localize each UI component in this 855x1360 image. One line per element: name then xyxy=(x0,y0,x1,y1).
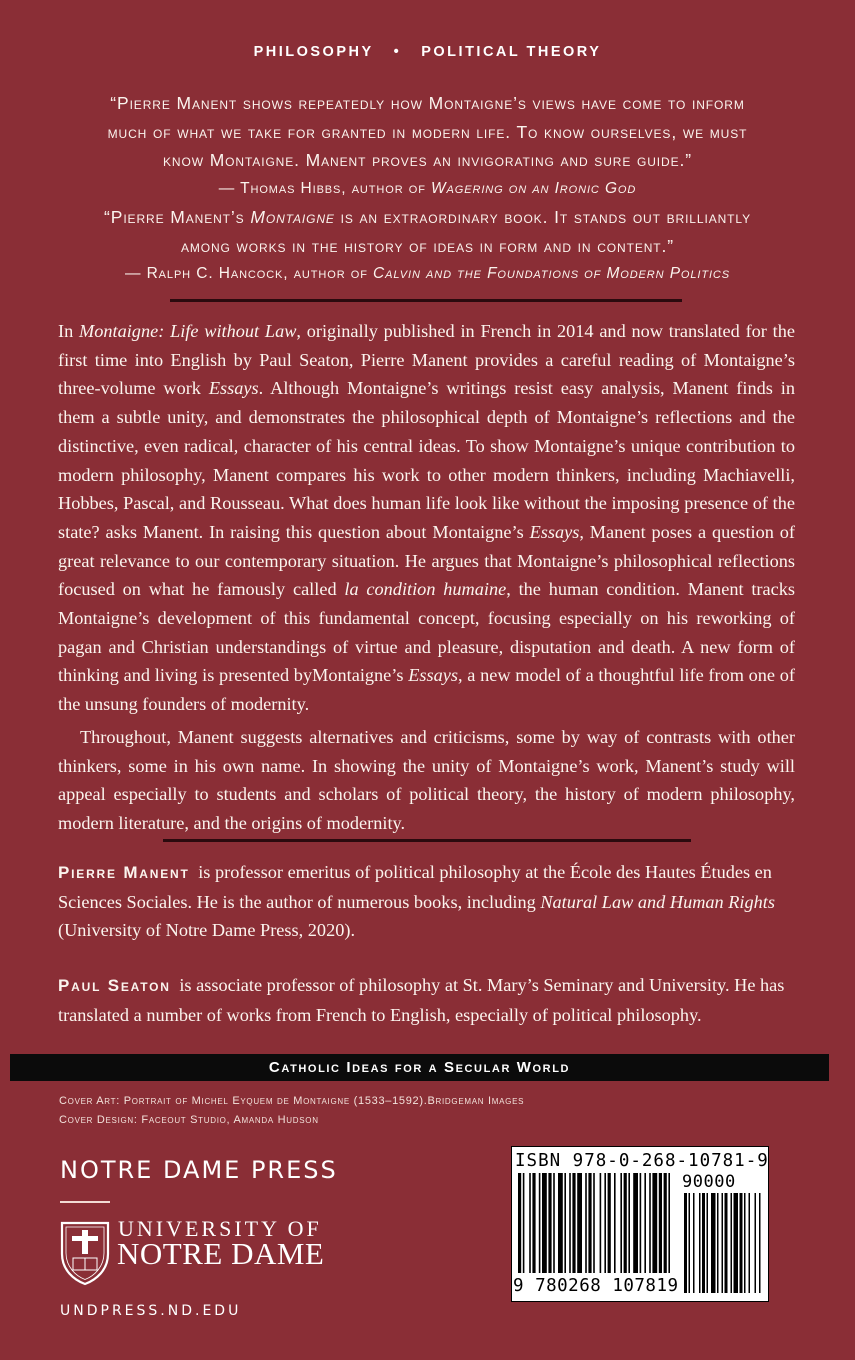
essays-title: Essays xyxy=(408,665,458,686)
barcode-addon-bar xyxy=(740,1193,743,1293)
barcode-bar xyxy=(569,1173,571,1273)
barcode-addon-bar xyxy=(759,1193,761,1293)
barcode-bar xyxy=(608,1173,611,1273)
barcode-bar xyxy=(604,1173,606,1273)
barcode-bar xyxy=(624,1173,627,1273)
blurb-quote-line: know Montaigne. Manent proves an invigorating and sure guide.” xyxy=(163,150,692,170)
translator-name: Paul Seaton xyxy=(58,976,171,995)
press-divider xyxy=(60,1201,110,1203)
barcode-bar xyxy=(572,1173,575,1273)
barcode-bar xyxy=(640,1173,642,1273)
text-run: , Manent poses a question of great relevance to our contemporary situation. He argues that Montaigne’s philosophical reflections focused on what he famously called xyxy=(58,521,795,600)
barcode-addon-bar xyxy=(717,1193,719,1293)
blurb-hancock xyxy=(50,203,805,289)
barcode-addon-bar xyxy=(744,1193,746,1293)
cover-art-credit: Cover Art: Portrait of Michel Eyquem de Montaigne (1533–1592).Bridgeman Images xyxy=(59,1095,525,1107)
blurb-quote-line: among works in the history of ideas in form and in content.” xyxy=(180,235,675,256)
barcode-addon-bar xyxy=(702,1193,705,1293)
quote-part: “Pierre Manent’s xyxy=(104,207,251,227)
barcode-bar xyxy=(542,1173,547,1273)
book-description xyxy=(58,317,795,838)
essays-title: Essays xyxy=(208,378,259,399)
bio-text: is associate professor of philosophy at St. Mary’s Seminary and University. He has translated a number of works from French to English, especially of political philosophy. xyxy=(58,975,785,1025)
essays-title: Essays xyxy=(529,521,580,542)
bio-text: is professor emeritus of political philosophy at the École des Hautes Études en Sciences Sociales. He is the author of numerous books, including xyxy=(58,862,772,912)
barcode-addon-bar xyxy=(684,1193,687,1293)
barcode-bar xyxy=(585,1173,587,1273)
barcode-bar xyxy=(659,1173,662,1273)
barcode-bar xyxy=(523,1173,525,1273)
barcode-addon: 90000 xyxy=(682,1172,736,1192)
author-name: Pierre Manent xyxy=(58,863,190,882)
barcode-addon-bar xyxy=(699,1193,701,1293)
barcode-bar xyxy=(577,1173,582,1273)
barcode-addon-bar xyxy=(693,1193,695,1293)
blurb-hibbs xyxy=(50,89,805,203)
press-url: UNDPRESS.ND.EDU xyxy=(60,1303,242,1319)
blurb-quote-line: “Pierre Manent shows repeatedly how Montaigne’s views have come to inform xyxy=(110,93,745,113)
barcode-bar xyxy=(532,1173,535,1273)
press-name: NOTRE DAME PRESS xyxy=(60,1156,338,1184)
attribution-title: Wagering on an Ironic God xyxy=(431,179,637,197)
barcode-bar xyxy=(558,1173,563,1273)
barcode-bar xyxy=(628,1173,630,1273)
barcode-bar xyxy=(620,1173,622,1273)
barcode-addon-bar xyxy=(722,1193,724,1293)
barcode-bar xyxy=(539,1173,541,1273)
barcode-addon-bar xyxy=(707,1193,709,1293)
text-run: , the human condition. Manent tracks Montaigne’s development of this fundamental concept, focusing especially on his reworking of pagan and Christian understandings of virtue and pleasure, disputation and death. A new form of thinking and living is presented byMontaigne’s xyxy=(58,579,795,686)
barcode-bar xyxy=(652,1173,657,1273)
attribution-prefix: — Thomas Hibbs, author of xyxy=(218,179,432,197)
book-title: Montaigne: Life without Law xyxy=(79,321,297,341)
author-bio xyxy=(58,858,798,945)
attribution-title: Calvin and the Foundations of Modern Politics xyxy=(373,265,731,282)
isbn-number: ISBN 978-0-268-10781-9 xyxy=(515,1151,769,1171)
category-political-theory: POLITICAL THEORY xyxy=(421,44,602,60)
barcode-bar xyxy=(649,1173,651,1273)
series-bar: Catholic Ideas for a Secular World xyxy=(10,1054,829,1081)
barcode-bar xyxy=(518,1173,521,1273)
barcode-addon-bar xyxy=(689,1193,691,1293)
barcode-bar xyxy=(593,1173,595,1273)
barcode-bar xyxy=(633,1173,638,1273)
barcode-bar xyxy=(614,1173,616,1273)
quote-part: is an extraordinary book. It stands out brilliantly xyxy=(334,207,751,227)
blurb-attribution xyxy=(50,175,805,204)
text-run: In xyxy=(58,321,79,341)
bio-book-title: Natural Law and Human Rights xyxy=(540,891,775,912)
barcode-addon-bar xyxy=(755,1193,757,1293)
barcode-addon-bar xyxy=(731,1193,733,1293)
translator-bio xyxy=(58,971,798,1029)
barcode-bar xyxy=(600,1173,602,1273)
divider-rule xyxy=(163,839,691,842)
description-paragraph xyxy=(58,317,795,719)
text-run: , a new model of a thoughtful life from one of the unsung founders of modernity. xyxy=(58,665,795,715)
barcode-bar xyxy=(668,1173,670,1273)
barcode-bar xyxy=(553,1173,555,1273)
university-name: NOTRE DAME xyxy=(117,1236,325,1271)
barcode-bar xyxy=(564,1173,566,1273)
divider-rule xyxy=(170,299,682,302)
category-separator: • xyxy=(393,44,402,60)
attribution-prefix: — Ralph C. Hancock, author of xyxy=(124,265,374,282)
notre-dame-shield-icon xyxy=(59,1220,111,1286)
blurb-quote-line xyxy=(50,203,805,232)
barcode-ean: 9 780268 107819 xyxy=(513,1276,679,1296)
condition-phrase: la condition humaine xyxy=(344,579,507,600)
barcode-addon-bar xyxy=(725,1193,728,1293)
barcode-bar xyxy=(664,1173,667,1273)
cover-design-credit: Cover Design: Faceout Studio, Amanda Hudson xyxy=(59,1114,319,1126)
description-paragraph: Throughout, Manent suggests alternatives and criticisms, some by way of contrasts with other thinkers, some in his own name. In showing the unity of Montaigne’s work, Manent’s study will appeal especially to students and scholars of political theory, the history of modern philosophy, modern literature, and the origins of modernity. xyxy=(58,726,795,833)
text-run: , originally published in French in 2014 and now translated for the first time into English by Paul Seaton, Pierre Manent provides a careful reading of Montaigne’s three-volume work xyxy=(58,321,795,399)
barcode-bar xyxy=(644,1173,646,1273)
blurb-attribution xyxy=(50,260,805,289)
barcode-bar xyxy=(548,1173,551,1273)
barcode-bar xyxy=(588,1173,591,1273)
text-run: . Although Montaigne’s writings resist easy analysis, Manent finds in them a subtle unity, and demonstrates the philosophical depth of Montaigne’s reflections and the distinctive, even radical, character of his central ideas. To show Montaigne’s unique contribution to modern philosophy, Manent compares his work to other modern thinkers, including Machiavelli, Hobbes, Pascal, and Rousseau. What does human life look like without the imposing presence of the state? asks Manent. In raising this question about Montaigne’s xyxy=(58,378,796,542)
barcode-bar xyxy=(529,1173,531,1273)
quote-title: Montaigne xyxy=(250,207,335,227)
category-philosophy: PHILOSOPHY xyxy=(253,44,374,60)
barcode-addon-bar xyxy=(711,1193,716,1293)
barcode-addon-bar xyxy=(749,1193,751,1293)
university-of-label: UNIVERSITY OF xyxy=(118,1216,322,1241)
category-line xyxy=(0,44,855,60)
bio-text: (University of Notre Dame Press, 2020). xyxy=(58,920,356,941)
barcode-addon-bar xyxy=(734,1193,739,1293)
blurb-quote-line: much of what we take for granted in modern life. To know ourselves, we must xyxy=(107,121,748,142)
